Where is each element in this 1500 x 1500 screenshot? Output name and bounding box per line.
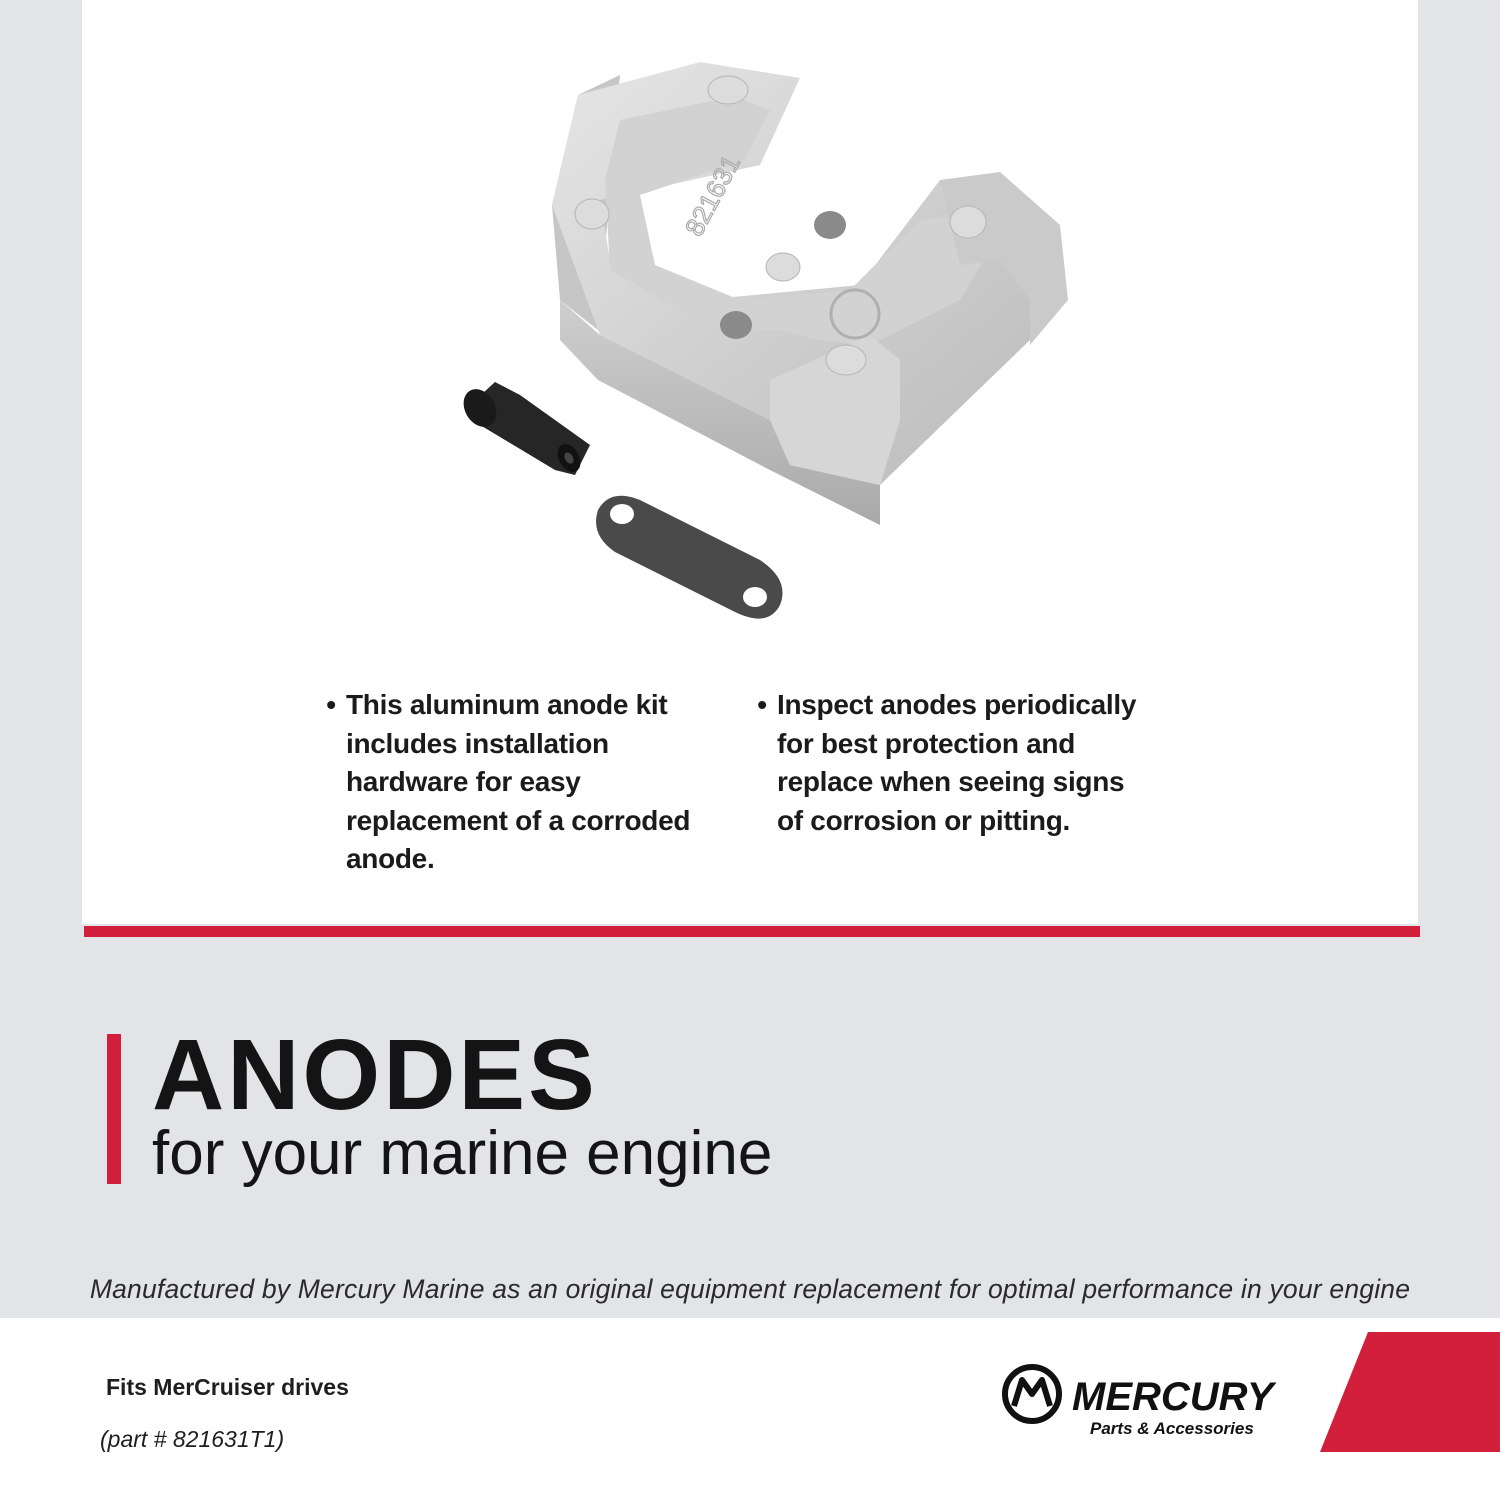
gasket	[596, 496, 782, 619]
mercury-logo	[1000, 1360, 1320, 1440]
part-stamp: 821631	[678, 150, 747, 241]
headline: ANODES	[152, 1019, 598, 1131]
feature-bullet	[751, 686, 1137, 879]
bullet-dot: •	[326, 689, 336, 720]
tagline: Manufactured by Mercury Marine as an original equipment replacement for optimal performance in your engine	[89, 1274, 1411, 1304]
red-divider	[84, 926, 1420, 937]
feature-bullet	[320, 686, 691, 879]
fitment-text: Fits MerCruiser drives	[106, 1374, 349, 1400]
mercury-emblem-icon	[1005, 1367, 1059, 1421]
headline-accent-bar	[107, 1034, 121, 1184]
logo-brand: MERCURY	[1072, 1375, 1274, 1419]
red-accent-shape	[1320, 1332, 1500, 1452]
logo-subtitle: Parts & Accessories	[1090, 1419, 1254, 1438]
anode-block	[552, 62, 1068, 525]
bullet-text: This aluminum anode kit includes installation hardware for easy replacement of a corroded anode.	[346, 689, 691, 874]
bullet-text: Inspect anodes periodically for best protection and replace when seeing signs of corrosion or pitting.	[777, 689, 1137, 836]
rubber-bushing	[457, 382, 590, 476]
subheadline: for your marine engine	[152, 1119, 773, 1188]
feature-bullets	[320, 686, 1137, 879]
part-number: (part # 821631T1)	[100, 1426, 285, 1452]
bullet-dot: •	[757, 689, 767, 720]
